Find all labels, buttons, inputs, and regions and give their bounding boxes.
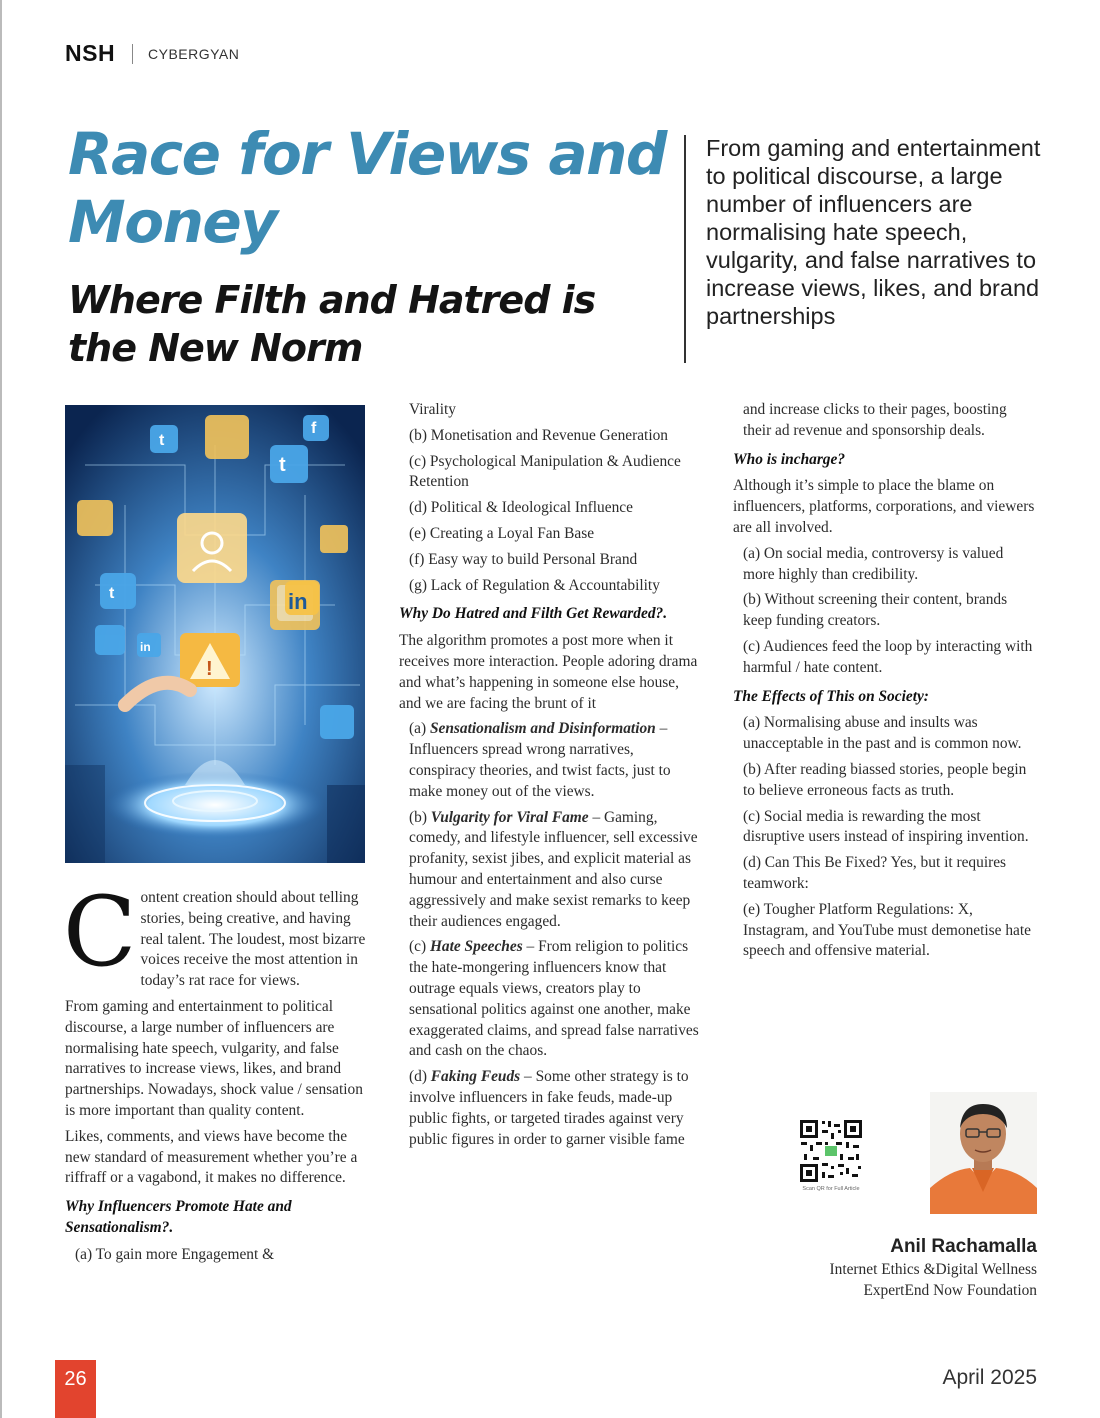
author-photo — [930, 1092, 1037, 1214]
item-term: Vulgarity for Viral Fame — [430, 808, 589, 826]
item-label: (c) — [409, 938, 430, 956]
author-role — [737, 1260, 1037, 1302]
svg-text:in: in — [140, 640, 151, 654]
list-item: (g) Lack of Regulation & Accountability — [409, 576, 660, 594]
section-heading: Why Do Hatred and Filth Get Rewarded?. — [399, 605, 668, 623]
svg-text:in: in — [288, 589, 308, 614]
section-label: CYBERGYAN — [148, 46, 240, 62]
magazine-brand: NSH — [65, 40, 116, 66]
body-paragraph: Although it’s simple to place the blame on influencers, platforms, corporations, and viewers are all involved. — [733, 477, 1035, 536]
list-item: (e) Tougher Platform Regulations: X, Instagram, and YouTube must demonetise hate speech and offensive material. — [743, 900, 1031, 960]
section-heading: The Effects of This on Society: — [733, 687, 929, 705]
drop-cap: C — [63, 876, 137, 988]
list-item-continued: Virality — [409, 401, 456, 418]
body-paragraph: Likes, comments, and views have become the new standard of measurement whether you’re a riffraff or a vagabond, it makes no difference. — [65, 1127, 358, 1187]
column-1 — [63, 876, 370, 1271]
list-item: (a) Normalising abuse and insults was unacceptable in the past and is common now. — [743, 714, 1022, 753]
svg-text:t: t — [159, 432, 165, 449]
article-subtitle: Where Filth and Hatred is the New Norm — [68, 278, 596, 370]
svg-text:f: f — [311, 420, 317, 437]
page-number-box — [55, 1360, 96, 1418]
list-item: (d) Political & Ideological Influence — [409, 499, 633, 517]
list-item: (c) Psychological Manipulation & Audience Retention — [409, 452, 681, 491]
list-item: (a) On social media, controversy is valued more highly than credibility. — [743, 544, 1004, 583]
body-paragraph: The algorithm promotes a post more when it receives more interaction. People adoring drama and what’s happening in someone else house, and we are facing the brunt of it — [399, 632, 698, 712]
author-name: Anil Rachamalla — [890, 1236, 1037, 1257]
page-edge-rule — [0, 0, 2, 1418]
list-item: (b) Without screening their content, brands keep funding creators. — [743, 591, 1008, 630]
qr-code[interactable] — [798, 1118, 864, 1184]
list-item-continued: and increase clicks to their pages, boosting their ad revenue and sponsorship deals. — [743, 401, 1007, 439]
list-item: (b) After reading biassed stories, people begin to believe erroneous facts as truth. — [743, 760, 1027, 799]
qr-caption: Scan QR for Full Article — [802, 1186, 860, 1192]
svg-text:t: t — [279, 454, 286, 476]
deck-divider — [684, 135, 686, 363]
list-item: (d) Can This Be Fixed? Yes, but it requires teamwork: — [743, 854, 1007, 892]
intro-paragraph — [63, 876, 370, 992]
social-network-illustration — [65, 405, 365, 863]
body-paragraph: From gaming and entertainment to political discourse, a large number of influencers are normalising hate speech, vulgarity, and false narratives to increase views, likes, and brand partnerships. Nowadays, shock value / sensation is more important than quality content. — [65, 997, 363, 1119]
intro-text: ontent creation should about telling stories, being creative, and having real talent. The loudest, most bizarre voices receive the most attention in today’s rat race for views. — [140, 889, 366, 990]
section-heading: Why Influencers Promote Hate and Sensationalism?. — [65, 1198, 292, 1236]
author-role-line: Internet Ethics &Digital Wellness — [829, 1261, 1037, 1278]
article-deck: From gaming and entertainment to political discourse, a large number of influencers are normalising hate speech, vulgarity, and false narratives to increase views, likes, and brand partnerships — [706, 135, 1041, 329]
author-role-line: ExpertEnd Now Foundation — [863, 1281, 1037, 1299]
issue-date: April 2025 — [942, 1366, 1037, 1389]
author-portrait — [930, 1092, 1037, 1214]
section-heading: Who is incharge? — [733, 450, 846, 468]
item-text: – Gaming, comedy, and lifestyle influencer, sell excessive profanity, sexist jibes, and explicit material as humour and entertainment and also curse aggressively and make sexist remarks to keep their audiences engaged. — [409, 808, 698, 930]
list-item: (c) Social media is rewarding the most disruptive users instead of inspiring invention. — [743, 807, 1029, 846]
list-item — [399, 719, 704, 802]
header-divider — [132, 44, 133, 64]
item-term: Faking Feuds — [430, 1068, 521, 1086]
item-text: – Some other strategy is to involve influencers in fake feuds, made-up public fights, or targeted tirades against very public figures in order to garner visible fame — [409, 1068, 689, 1148]
svg-text:!: ! — [206, 658, 213, 680]
svg-text:t: t — [109, 585, 115, 602]
item-label: (d) — [409, 1068, 431, 1086]
item-text: – From religion to politics the hate-mongering influencers know that outrage equals views, creators play to sensational politics against one another, make exaggerated claims, and spread false narratives and cash on the chaos. — [409, 938, 699, 1060]
item-label: (a) — [409, 720, 430, 738]
list-item: (e) Creating a Loyal Fan Base — [409, 524, 595, 542]
page-number: 26 — [64, 1368, 87, 1390]
item-text: – Influencers spread wrong narratives, conspiracy theories, and twist facts, just to make money out of the views. — [409, 720, 671, 800]
list-item: (b) Monetisation and Revenue Generation — [409, 426, 668, 444]
item-label: (b) — [409, 808, 431, 826]
hero-illustration — [65, 405, 365, 863]
list-item — [399, 937, 704, 1062]
list-item — [399, 808, 704, 933]
article-title: Race for Views and Money — [68, 120, 666, 256]
column-3 — [733, 400, 1038, 967]
item-term: Hate Speeches — [429, 938, 523, 956]
list-item: (f) Easy way to build Personal Brand — [409, 550, 638, 568]
list-item: (a) To gain more Engagement & — [75, 1245, 275, 1263]
item-term: Sensationalism and Disinformation — [429, 720, 656, 738]
column-2 — [399, 400, 704, 1155]
list-item — [399, 1067, 704, 1150]
qr-code-icon — [798, 1118, 864, 1184]
list-item: (c) Audiences feed the loop by interacting with harmful / hate content. — [743, 637, 1033, 676]
